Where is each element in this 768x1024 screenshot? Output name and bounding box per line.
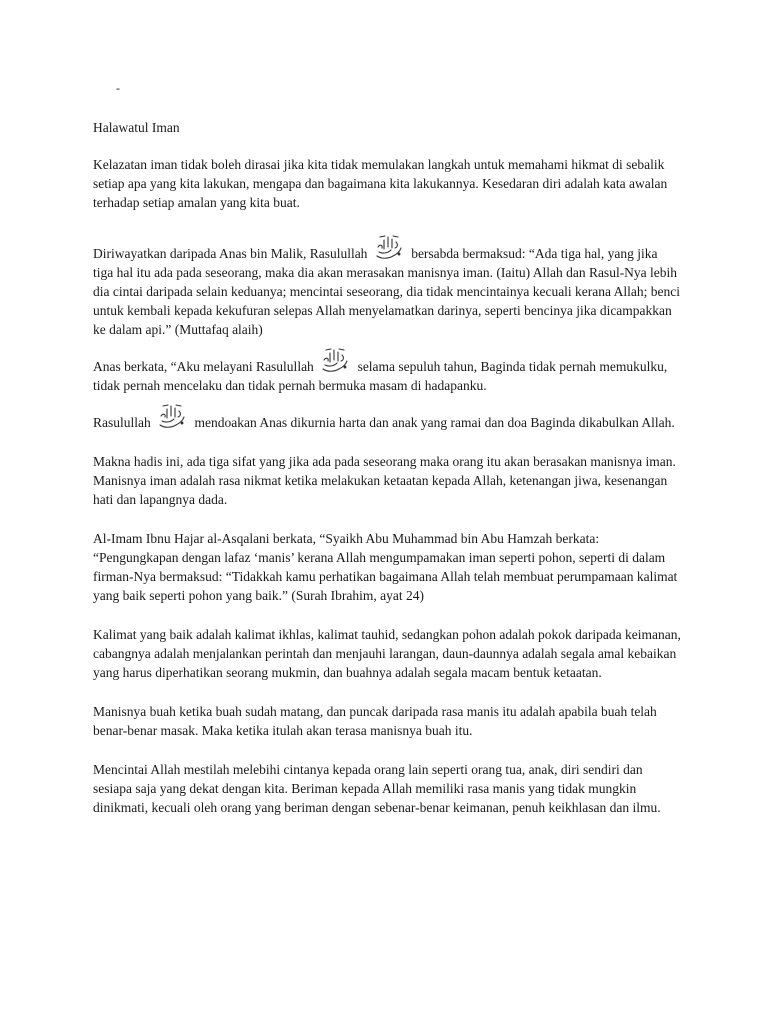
paragraph-1: Kelazatan iman tidak boleh dirasai jika kita tidak memulakan langkah untuk memahami hikmat di sebalik setiap apa yang kita lakukan, mengapa dan bagaimana kita lakukannya. Kesedaran diri adalah kata awalan terhadap setiap amalan yang kita buat. <box>93 157 668 210</box>
paragraph-2-start: Diriwayatkan daripada Anas bin Malik, Rasulullah <box>93 246 368 261</box>
header-dash: - <box>116 81 120 95</box>
salawat-calligraphy-icon <box>157 403 187 431</box>
paragraph-4-start: Rasulullah <box>93 415 151 430</box>
document-body <box>93 118 681 837</box>
paragraph-3 <box>93 347 681 395</box>
paragraph-3-end: selama sepuluh tahun, Baginda tidak pernah memukulku, tidak pernah mencelaku dan tidak pernah bermuka masam di hadapanku. <box>93 359 668 393</box>
paragraph-2 <box>93 234 681 339</box>
paragraph-4 <box>93 403 681 432</box>
salawat-calligraphy-icon <box>374 234 404 262</box>
paragraph-4-end: mendoakan Anas dikurnia harta dan anak yang ramai dan doa Baginda dikabulkan Allah. <box>194 415 675 430</box>
document-title: Halawatul Iman <box>93 120 180 135</box>
paragraph-2-end: bersabda bermaksud: “Ada tiga hal, yang jika tiga hal itu ada pada seseorang, maka dia akan merasakan manisnya iman. (Iaitu) Allah dan Rasul-Nya lebih dia cintai daripada selain keduanya; mencintai seseorang, dia tidak mencintainya kecuali kerana Allah; benci untuk kembali kepada kekufuran selepas Allah menyelamatkan darinya, seperti bencinya jika dicampakkan ke dalam api.” (Muttafaq alaih) <box>93 246 681 337</box>
paragraph-3-start: Anas berkata, “Aku melayani Rasulullah <box>93 359 314 374</box>
paragraph-6: Al-Imam Ibnu Hajar al-Asqalani berkata, “Syaikh Abu Muhammad bin Abu Hamzah berkata: “Pengungkapan dengan lafaz ‘manis’ kerana Allah mengumpamakan iman seperti pohon, seperti di dalam firman-Nya bermaksud: “Tidakkah kamu perhatikan bagaimana Allah telah membuat perumpamaan kalimat yang baik seperti pohon yang baik.” (Surah Ibrahim, ayat 24) <box>93 531 678 603</box>
paragraph-5: Makna hadis ini, ada tiga sifat yang jika ada pada seseorang maka orang itu akan berasakan manisnya iman. Manisnya iman adalah rasa nikmat ketika melakukan ketaatan kepada Allah, ketenangan jiwa, kesenangan hati dan lapangnya dada. <box>93 454 676 507</box>
paragraph-7: Kalimat yang baik adalah kalimat ikhlas, kalimat tauhid, sedangkan pohon adalah pokok daripada keimanan, cabangnya adalah menjalankan perintah dan menjauhi larangan, daun-daunnya adalah segala amal kebaikan yang harus diperhatikan seorang mukmin, dan buahnya adalah segala macam bentuk ketaatan. <box>93 627 681 680</box>
paragraph-8: Manisnya buah ketika buah sudah matang, dan puncak daripada rasa manis itu adalah apabila buah telah benar-benar masak. Maka ketika itulah akan terasa manisnya buah itu. <box>93 704 657 738</box>
salawat-calligraphy-icon <box>320 347 350 375</box>
paragraph-9: Mencintai Allah mestilah melebihi cintanya kepada orang lain seperti orang tua, anak, diri sendiri dan sesiapa saja yang dekat dengan kita. Beriman kepada Allah memiliki rasa manis yang tidak mungkin dinikmati, kecuali oleh orang yang beriman dengan sebenar-benar keimanan, penuh keikhlasan dan ilmu. <box>93 762 661 815</box>
